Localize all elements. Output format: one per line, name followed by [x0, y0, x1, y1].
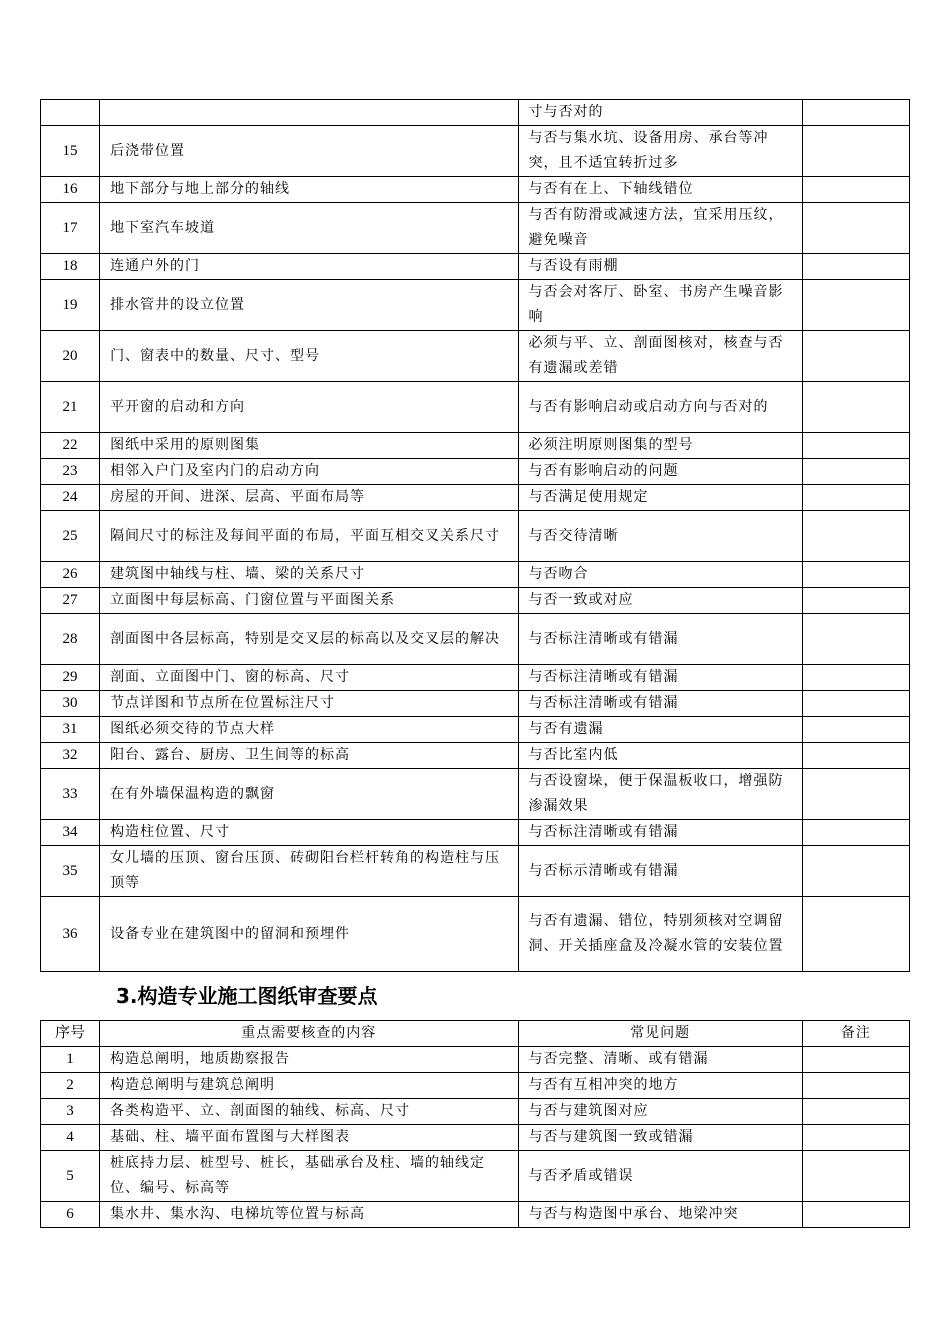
- row-note: [802, 743, 909, 769]
- row-content: 基础、柱、墙平面布置图与大样图表: [100, 1125, 518, 1151]
- row-content: 剖面、立面图中门、窗的标高、尺寸: [100, 665, 518, 691]
- row-issue: 与否有遗漏: [518, 717, 802, 743]
- table-row: [41, 897, 910, 972]
- row-issue: 与否标注清晰或有错漏: [518, 665, 802, 691]
- row-content: 构造总阐明与建筑总阐明: [100, 1073, 518, 1099]
- row-note: [802, 665, 909, 691]
- table-row: [41, 331, 910, 382]
- row-issue: 寸与否对的: [518, 100, 802, 126]
- row-note: [802, 691, 909, 717]
- row-issue: 与否一致或对应: [518, 588, 802, 614]
- row-number: 5: [41, 1151, 100, 1202]
- table-row: [41, 691, 910, 717]
- row-issue: 与否有影响启动或启动方向与否对的: [518, 382, 802, 433]
- row-issue: 与否矛盾或错误: [518, 1151, 802, 1202]
- table-row: [41, 717, 910, 743]
- row-issue: 与否设有雨棚: [518, 254, 802, 280]
- row-content: 桩底持力层、桩型号、桩长，基础承台及柱、墙的轴线定位、编号、标高等: [100, 1151, 518, 1202]
- table-row: [41, 743, 910, 769]
- section-heading: 3.构造专业施工图纸审查要点: [116, 984, 378, 1008]
- header-issue: 常见问题: [518, 1021, 802, 1047]
- row-issue: 与否有影响启动的问题: [518, 459, 802, 485]
- row-note: [802, 1202, 909, 1228]
- row-content: 阳台、露台、厨房、卫生间等的标高: [100, 743, 518, 769]
- row-note: [802, 1125, 909, 1151]
- row-note: [802, 100, 909, 126]
- table-row: [41, 280, 910, 331]
- row-number: 30: [41, 691, 100, 717]
- table-row: [41, 203, 910, 254]
- row-note: [802, 1073, 909, 1099]
- table-row: [41, 382, 910, 433]
- row-number: 26: [41, 562, 100, 588]
- structure-review-table: [40, 1020, 910, 1228]
- row-issue: 与否会对客厅、卧室、书房产生噪音影响: [518, 280, 802, 331]
- row-number: 23: [41, 459, 100, 485]
- row-number: 15: [41, 126, 100, 177]
- row-issue: 与否标示清晰或有错漏: [518, 846, 802, 897]
- row-number: 33: [41, 769, 100, 820]
- row-note: [802, 614, 909, 665]
- row-content: 相邻入户门及室内门的启动方向: [100, 459, 518, 485]
- table-row: [41, 511, 910, 562]
- row-content: [100, 100, 518, 126]
- table-row: [41, 177, 910, 203]
- row-note: [802, 203, 909, 254]
- row-note: [802, 254, 909, 280]
- row-issue: 与否有遗漏、错位，特别须核对空调留洞、开关插座盒及冷凝水管的安装位置: [518, 897, 802, 972]
- row-note: [802, 562, 909, 588]
- row-number: 36: [41, 897, 100, 972]
- row-content: 平开窗的启动和方向: [100, 382, 518, 433]
- row-number: 32: [41, 743, 100, 769]
- row-content: 女儿墙的压顶、窗台压顶、砖砌阳台栏杆转角的构造柱与压顶等: [100, 846, 518, 897]
- row-issue: 与否标注清晰或有错漏: [518, 691, 802, 717]
- row-number: 3: [41, 1099, 100, 1125]
- row-note: [802, 1047, 909, 1073]
- table-row: [41, 254, 910, 280]
- row-note: [802, 1151, 909, 1202]
- row-note: [802, 177, 909, 203]
- row-content: 集水井、集水沟、电梯坑等位置与标高: [100, 1202, 518, 1228]
- table-row: [41, 1151, 910, 1202]
- row-note: [802, 331, 909, 382]
- row-content: 排水管井的设立位置: [100, 280, 518, 331]
- row-note: [802, 588, 909, 614]
- table-row: [41, 459, 910, 485]
- row-number: 20: [41, 331, 100, 382]
- row-issue: 与否标注清晰或有错漏: [518, 614, 802, 665]
- row-issue: 与否与集水坑、设备用房、承台等冲突，且不适宜转折过多: [518, 126, 802, 177]
- row-content: 立面图中每层标高、门窗位置与平面图关系: [100, 588, 518, 614]
- row-content: 连通户外的门: [100, 254, 518, 280]
- row-number: 25: [41, 511, 100, 562]
- row-issue: 与否标注清晰或有错漏: [518, 820, 802, 846]
- row-issue: 与否与建筑图一致或错漏: [518, 1125, 802, 1151]
- row-issue: 与否完整、清晰、或有错漏: [518, 1047, 802, 1073]
- row-issue: 与否吻合: [518, 562, 802, 588]
- row-number: [41, 100, 100, 126]
- table-row: [41, 562, 910, 588]
- table-row: [41, 433, 910, 459]
- row-issue: 与否有防滑或减速方法，宜采用压纹，避免噪音: [518, 203, 802, 254]
- row-number: 34: [41, 820, 100, 846]
- row-issue: 与否比室内低: [518, 743, 802, 769]
- row-issue: 与否有互相冲突的地方: [518, 1073, 802, 1099]
- table-row: [41, 769, 910, 820]
- row-note: [802, 511, 909, 562]
- table-row: [41, 1073, 910, 1099]
- row-note: [802, 820, 909, 846]
- row-number: 18: [41, 254, 100, 280]
- row-number: 35: [41, 846, 100, 897]
- row-issue: 与否与建筑图对应: [518, 1099, 802, 1125]
- row-content: 剖面图中各层标高，特别是交叉层的标高以及交叉层的解决: [100, 614, 518, 665]
- row-content: 图纸必须交待的节点大样: [100, 717, 518, 743]
- row-content: 图纸中采用的原则图集: [100, 433, 518, 459]
- row-issue: 与否满足使用规定: [518, 485, 802, 511]
- table-row: [41, 614, 910, 665]
- row-note: [802, 459, 909, 485]
- table-row: [41, 820, 910, 846]
- row-note: [802, 126, 909, 177]
- review-table-continued: [40, 99, 910, 972]
- row-number: 6: [41, 1202, 100, 1228]
- table-row: [41, 588, 910, 614]
- table-row: [41, 485, 910, 511]
- row-issue: 与否交待清晰: [518, 511, 802, 562]
- table-row: [41, 1047, 910, 1073]
- row-number: 22: [41, 433, 100, 459]
- table-row: [41, 1099, 910, 1125]
- row-content: 各类构造平、立、剖面图的轴线、标高、尺寸: [100, 1099, 518, 1125]
- row-number: 16: [41, 177, 100, 203]
- row-note: [802, 433, 909, 459]
- row-issue: 必须与平、立、剖面图核对，核查与否有遗漏或差错: [518, 331, 802, 382]
- row-number: 1: [41, 1047, 100, 1073]
- row-number: 31: [41, 717, 100, 743]
- row-number: 21: [41, 382, 100, 433]
- table-row: [41, 126, 910, 177]
- table-row: [41, 665, 910, 691]
- table-header-row: [41, 1021, 910, 1047]
- table-row: [41, 846, 910, 897]
- row-content: 隔间尺寸的标注及每间平面的布局，平面互相交叉关系尺寸: [100, 511, 518, 562]
- row-note: [802, 846, 909, 897]
- row-number: 4: [41, 1125, 100, 1151]
- row-number: 2: [41, 1073, 100, 1099]
- row-issue: 与否与构造图中承台、地梁冲突: [518, 1202, 802, 1228]
- table-row: [41, 1125, 910, 1151]
- header-content: 重点需要核查的内容: [100, 1021, 518, 1047]
- row-content: 构造柱位置、尺寸: [100, 820, 518, 846]
- row-issue: 与否有在上、下轴线错位: [518, 177, 802, 203]
- row-note: [802, 717, 909, 743]
- row-content: 在有外墙保温构造的飘窗: [100, 769, 518, 820]
- row-issue: 与否设窗垛，便于保温板收口，增强防渗漏效果: [518, 769, 802, 820]
- row-number: 28: [41, 614, 100, 665]
- row-content: 设备专业在建筑图中的留洞和预埋件: [100, 897, 518, 972]
- row-content: 构造总阐明，地质勘察报告: [100, 1047, 518, 1073]
- row-number: 24: [41, 485, 100, 511]
- row-note: [802, 897, 909, 972]
- row-note: [802, 1099, 909, 1125]
- row-number: 19: [41, 280, 100, 331]
- row-note: [802, 769, 909, 820]
- row-number: 29: [41, 665, 100, 691]
- row-content: 后浇带位置: [100, 126, 518, 177]
- row-note: [802, 485, 909, 511]
- row-note: [802, 382, 909, 433]
- table-row: [41, 100, 910, 126]
- row-issue: 必须注明原则图集的型号: [518, 433, 802, 459]
- row-content: 建筑图中轴线与柱、墙、梁的关系尺寸: [100, 562, 518, 588]
- row-content: 门、窗表中的数量、尺寸、型号: [100, 331, 518, 382]
- header-note: 备注: [802, 1021, 909, 1047]
- row-number: 17: [41, 203, 100, 254]
- header-no: 序号: [41, 1021, 100, 1047]
- row-content: 房屋的开间、进深、层高、平面布局等: [100, 485, 518, 511]
- table-row: [41, 1202, 910, 1228]
- row-number: 27: [41, 588, 100, 614]
- row-content: 节点详图和节点所在位置标注尺寸: [100, 691, 518, 717]
- row-content: 地下部分与地上部分的轴线: [100, 177, 518, 203]
- row-note: [802, 280, 909, 331]
- row-content: 地下室汽车坡道: [100, 203, 518, 254]
